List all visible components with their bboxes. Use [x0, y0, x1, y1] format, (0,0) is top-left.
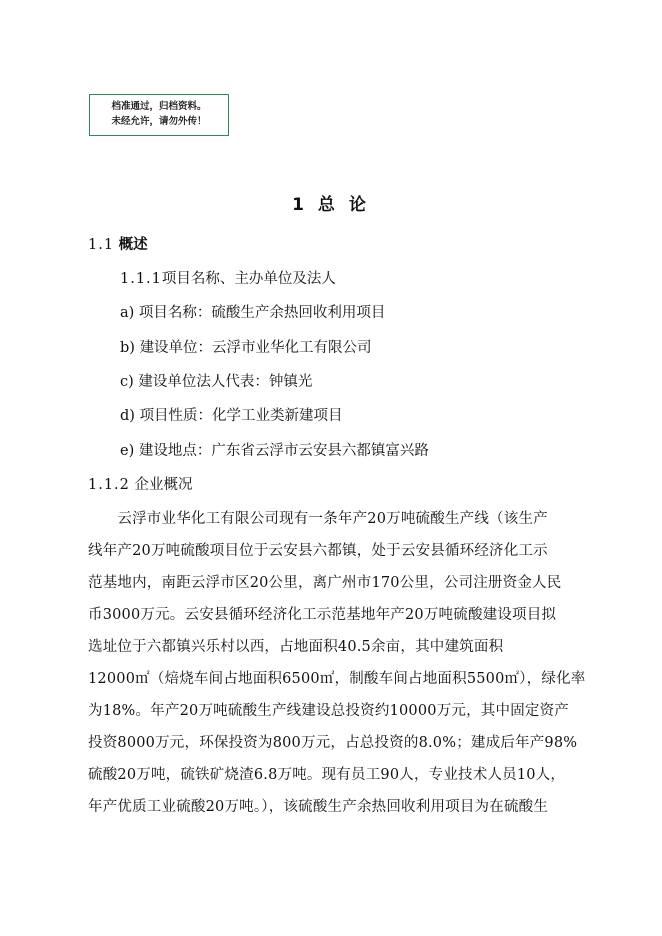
list-item — [120, 441, 429, 461]
paragraph-line: 年产优质工业硫酸20万吨。），该硫酸生产余热回收利用项目为在硫酸生 — [88, 799, 549, 815]
subsection-title: 企业概况 — [134, 477, 193, 493]
paragraph-line: 为18%。年产20万吨硫酸生产线建设总投资约10000万元，其中固定资产 — [88, 703, 570, 719]
chapter-number: 1 — [292, 195, 308, 215]
list-text: 项目性质：化学工业类新建项目 — [139, 408, 343, 424]
company-overview-paragraph — [88, 503, 586, 823]
archive-stamp — [89, 94, 229, 136]
list-marker: e) — [120, 443, 135, 459]
paragraph-line: 选址位于六都镇兴乐村以西，占地面积40.5余亩，其中建筑面积 — [88, 639, 504, 655]
list-item — [120, 372, 312, 392]
list-text: 建设单位：云浮市业华化工有限公司 — [139, 340, 372, 356]
section-heading-1-1 — [88, 235, 148, 255]
subsection-title: 项目名称、主办单位及法人 — [161, 271, 336, 287]
subsection-heading-1-1-1 — [120, 269, 336, 289]
subsection-number: 1.1.1 — [120, 271, 162, 287]
list-text: 建设地点：广东省云浮市云安县六都镇富兴路 — [138, 443, 429, 459]
subsection-heading-1-1-2 — [88, 475, 193, 495]
paragraph-line: 12000㎡（焙烧车间占地面积6500㎡，制酸车间占地面积5500㎡），绿化率 — [88, 671, 586, 687]
section-title: 概述 — [118, 237, 148, 253]
section-number: 1.1 — [88, 237, 115, 253]
list-marker: c) — [120, 374, 134, 390]
list-marker: b) — [120, 340, 135, 356]
list-item — [120, 303, 385, 323]
paragraph-line: 硫酸20万吨，硫铁矿烧渣6.8万吨。现有员工90人，专业技术人员10人， — [88, 767, 566, 783]
subsection-number: 1.1.2 — [88, 477, 130, 493]
list-text: 建设单位法人代表：钟镇光 — [138, 374, 313, 390]
list-marker: d) — [120, 408, 135, 424]
stamp-line-1: 档准通过，归档资料。 — [111, 101, 207, 112]
chapter-heading — [0, 190, 662, 215]
chapter-title: 总 论 — [317, 195, 370, 215]
paragraph-line: 线年产20万吨硫酸项目位于云安县六都镇，处于云安县循环经济化工示 — [88, 543, 548, 559]
list-text: 项目名称：硫酸生产余热回收利用项目 — [138, 305, 386, 321]
paragraph-line: 币3000万元。云安县循环经济化工示范基地年产20万吨硫酸建设项目拟 — [88, 607, 557, 623]
paragraph-line: 范基地内，南距云浮市区20公里，离广州市170公里，公司注册资金人民 — [88, 575, 562, 591]
stamp-line-2: 未经允许，请勿外传！ — [111, 116, 207, 127]
list-item — [120, 406, 343, 426]
paragraph-line: 投资8000万元，环保投资为800万元，占总投资的8.0%；建成后年产98% — [88, 735, 578, 751]
list-marker: a) — [120, 305, 135, 321]
paragraph-line: 云浮市业华化工有限公司现有一条年产20万吨硫酸生产线（该生产 — [88, 511, 548, 527]
list-item — [120, 338, 372, 358]
